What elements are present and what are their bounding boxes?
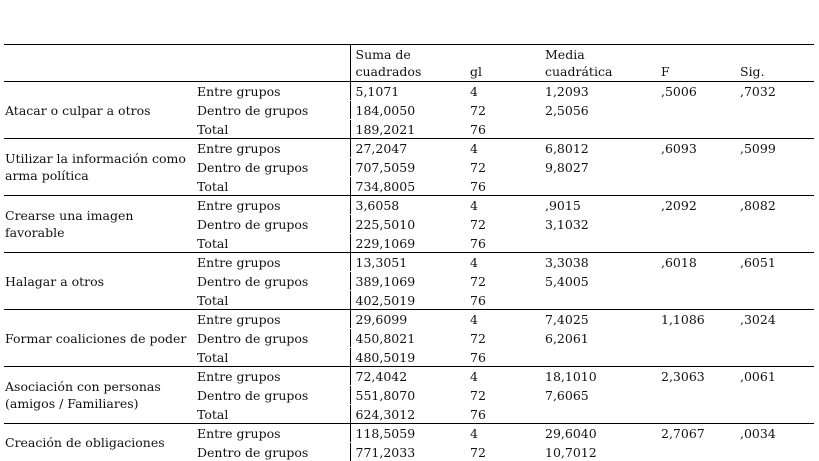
- cell-mean-square: 7,6065: [540, 386, 656, 405]
- cell-mean-square: 10,7012: [540, 443, 656, 461]
- cell-sig: [735, 177, 814, 196]
- cell-f: [656, 272, 735, 291]
- cell-f: [656, 329, 735, 348]
- cell-sig: ,8082: [735, 196, 814, 215]
- cell-sig: [735, 158, 814, 177]
- row-group-label: Entre grupos: [192, 82, 350, 101]
- cell-gl: 72: [465, 215, 540, 234]
- cell-sum-squares: 450,8021: [350, 329, 465, 348]
- cell-f: ,6018: [656, 253, 735, 272]
- cell-sum-squares: 225,5010: [350, 215, 465, 234]
- header-sig: Sig.: [735, 45, 814, 82]
- cell-f: [656, 101, 735, 120]
- cell-sum-squares: 27,2047: [350, 139, 465, 158]
- cell-mean-square: 3,1032: [540, 215, 656, 234]
- cell-gl: 72: [465, 101, 540, 120]
- header-mc-line1: Media: [545, 46, 656, 63]
- cell-gl: 76: [465, 177, 540, 196]
- cell-sig: [735, 101, 814, 120]
- cell-gl: 4: [465, 253, 540, 272]
- table-row: [4, 253, 814, 272]
- cell-sig: [735, 329, 814, 348]
- cell-sig: [735, 120, 814, 139]
- cell-sum-squares: 72,4042: [350, 367, 465, 386]
- cell-mean-square: [540, 348, 656, 367]
- cell-sum-squares: 229,1069: [350, 234, 465, 253]
- cell-mean-square: 3,3038: [540, 253, 656, 272]
- cell-sum-squares: 551,8070: [350, 386, 465, 405]
- cell-gl: 76: [465, 120, 540, 139]
- cell-f: [656, 215, 735, 234]
- cell-sig: [735, 348, 814, 367]
- cell-sig: [735, 272, 814, 291]
- cell-sum-squares: 402,5019: [350, 291, 465, 310]
- table-body: [4, 82, 814, 461]
- cell-sum-squares: 624,3012: [350, 405, 465, 424]
- row-group-label: Total: [192, 177, 350, 196]
- cell-mean-square: [540, 120, 656, 139]
- cell-sig: ,7032: [735, 82, 814, 101]
- row-group-label: Dentro de grupos: [192, 329, 350, 348]
- cell-sig: ,6051: [735, 253, 814, 272]
- cell-sig: ,5099: [735, 139, 814, 158]
- cell-sum-squares: 480,5019: [350, 348, 465, 367]
- cell-sig: ,0061: [735, 367, 814, 386]
- row-group-label: Dentro de grupos: [192, 272, 350, 291]
- cell-sum-squares: 118,5059: [350, 424, 465, 443]
- row-group-label: Total: [192, 234, 350, 253]
- row-variable-label: Creación de obligaciones: [4, 424, 192, 461]
- cell-sum-squares: 771,2033: [350, 443, 465, 461]
- cell-f: [656, 443, 735, 461]
- cell-sum-squares: 389,1069: [350, 272, 465, 291]
- cell-gl: 76: [465, 348, 540, 367]
- header-gl: gl: [465, 45, 540, 82]
- row-variable-label: Formar coaliciones de poder: [4, 310, 192, 367]
- cell-f: [656, 120, 735, 139]
- cell-sig: ,0034: [735, 424, 814, 443]
- cell-gl: 4: [465, 310, 540, 329]
- cell-sig: [735, 386, 814, 405]
- table-row: [4, 196, 814, 215]
- table-row: [4, 310, 814, 329]
- cell-mean-square: ,9015: [540, 196, 656, 215]
- cell-gl: 4: [465, 424, 540, 443]
- cell-gl: 4: [465, 82, 540, 101]
- cell-mean-square: 18,1010: [540, 367, 656, 386]
- cell-mean-square: 1,2093: [540, 82, 656, 101]
- table-header-row: [4, 45, 814, 82]
- cell-gl: 72: [465, 386, 540, 405]
- header-variable: [4, 45, 192, 82]
- cell-sig: [735, 234, 814, 253]
- cell-sum-squares: 734,8005: [350, 177, 465, 196]
- header-mean-square: [540, 45, 656, 82]
- row-group-label: Entre grupos: [192, 310, 350, 329]
- header-sum-line2: cuadrados: [356, 63, 466, 80]
- cell-gl: 4: [465, 196, 540, 215]
- cell-sum-squares: 184,0050: [350, 101, 465, 120]
- cell-gl: 72: [465, 158, 540, 177]
- cell-f: [656, 348, 735, 367]
- cell-mean-square: 2,5056: [540, 101, 656, 120]
- cell-gl: 72: [465, 272, 540, 291]
- cell-sig: [735, 291, 814, 310]
- cell-f: 1,1086: [656, 310, 735, 329]
- cell-f: ,5006: [656, 82, 735, 101]
- cell-f: [656, 177, 735, 196]
- cell-mean-square: [540, 405, 656, 424]
- header-f: F: [656, 45, 735, 82]
- cell-mean-square: [540, 234, 656, 253]
- cell-gl: 4: [465, 367, 540, 386]
- cell-f: ,2092: [656, 196, 735, 215]
- cell-sig: [735, 443, 814, 461]
- row-group-label: Dentro de grupos: [192, 101, 350, 120]
- row-group-label: Entre grupos: [192, 253, 350, 272]
- cell-f: [656, 234, 735, 253]
- table-row: [4, 82, 814, 101]
- header-group: [192, 45, 350, 82]
- header-sum-squares: [350, 45, 465, 82]
- cell-f: [656, 158, 735, 177]
- cell-sum-squares: 189,2021: [350, 120, 465, 139]
- cell-f: [656, 386, 735, 405]
- anova-table-container: [4, 44, 814, 461]
- cell-sum-squares: 5,1071: [350, 82, 465, 101]
- anova-table: [4, 44, 814, 461]
- row-group-label: Entre grupos: [192, 196, 350, 215]
- cell-gl: 76: [465, 405, 540, 424]
- row-variable-label: Atacar o culpar a otros: [4, 82, 192, 139]
- row-group-label: Dentro de grupos: [192, 386, 350, 405]
- cell-gl: 72: [465, 329, 540, 348]
- cell-f: [656, 405, 735, 424]
- cell-f: 2,7067: [656, 424, 735, 443]
- table-row: [4, 424, 814, 443]
- row-group-label: Total: [192, 291, 350, 310]
- cell-mean-square: 29,6040: [540, 424, 656, 443]
- cell-mean-square: 9,8027: [540, 158, 656, 177]
- cell-gl: 76: [465, 234, 540, 253]
- cell-sum-squares: 13,3051: [350, 253, 465, 272]
- header-sum-line1: Suma de: [356, 46, 466, 63]
- row-variable-label: Halagar a otros: [4, 253, 192, 310]
- row-group-label: Entre grupos: [192, 139, 350, 158]
- row-group-label: Dentro de grupos: [192, 215, 350, 234]
- row-variable-label: Asociación con personas (amigos / Familiares): [4, 367, 192, 424]
- cell-f: ,6093: [656, 139, 735, 158]
- cell-mean-square: [540, 291, 656, 310]
- row-variable-label: Crearse una imagen favorable: [4, 196, 192, 253]
- cell-sum-squares: 707,5059: [350, 158, 465, 177]
- table-row: [4, 367, 814, 386]
- cell-f: 2,3063: [656, 367, 735, 386]
- row-group-label: Total: [192, 348, 350, 367]
- cell-gl: 4: [465, 139, 540, 158]
- cell-mean-square: 7,4025: [540, 310, 656, 329]
- cell-mean-square: 5,4005: [540, 272, 656, 291]
- header-mc-line2: cuadrática: [545, 63, 656, 80]
- row-variable-label: Utilizar la información como arma política: [4, 139, 192, 196]
- row-group-label: Entre grupos: [192, 424, 350, 443]
- cell-sig: [735, 215, 814, 234]
- cell-mean-square: 6,2061: [540, 329, 656, 348]
- cell-gl: 72: [465, 443, 540, 461]
- cell-sig: [735, 405, 814, 424]
- cell-mean-square: 6,8012: [540, 139, 656, 158]
- cell-sum-squares: 29,6099: [350, 310, 465, 329]
- row-group-label: Total: [192, 120, 350, 139]
- cell-f: [656, 291, 735, 310]
- row-group-label: Dentro de grupos: [192, 158, 350, 177]
- cell-sum-squares: 3,6058: [350, 196, 465, 215]
- cell-mean-square: [540, 177, 656, 196]
- cell-sig: ,3024: [735, 310, 814, 329]
- row-group-label: Dentro de grupos: [192, 443, 350, 461]
- table-row: [4, 139, 814, 158]
- row-group-label: Entre grupos: [192, 367, 350, 386]
- cell-gl: 76: [465, 291, 540, 310]
- row-group-label: Total: [192, 405, 350, 424]
